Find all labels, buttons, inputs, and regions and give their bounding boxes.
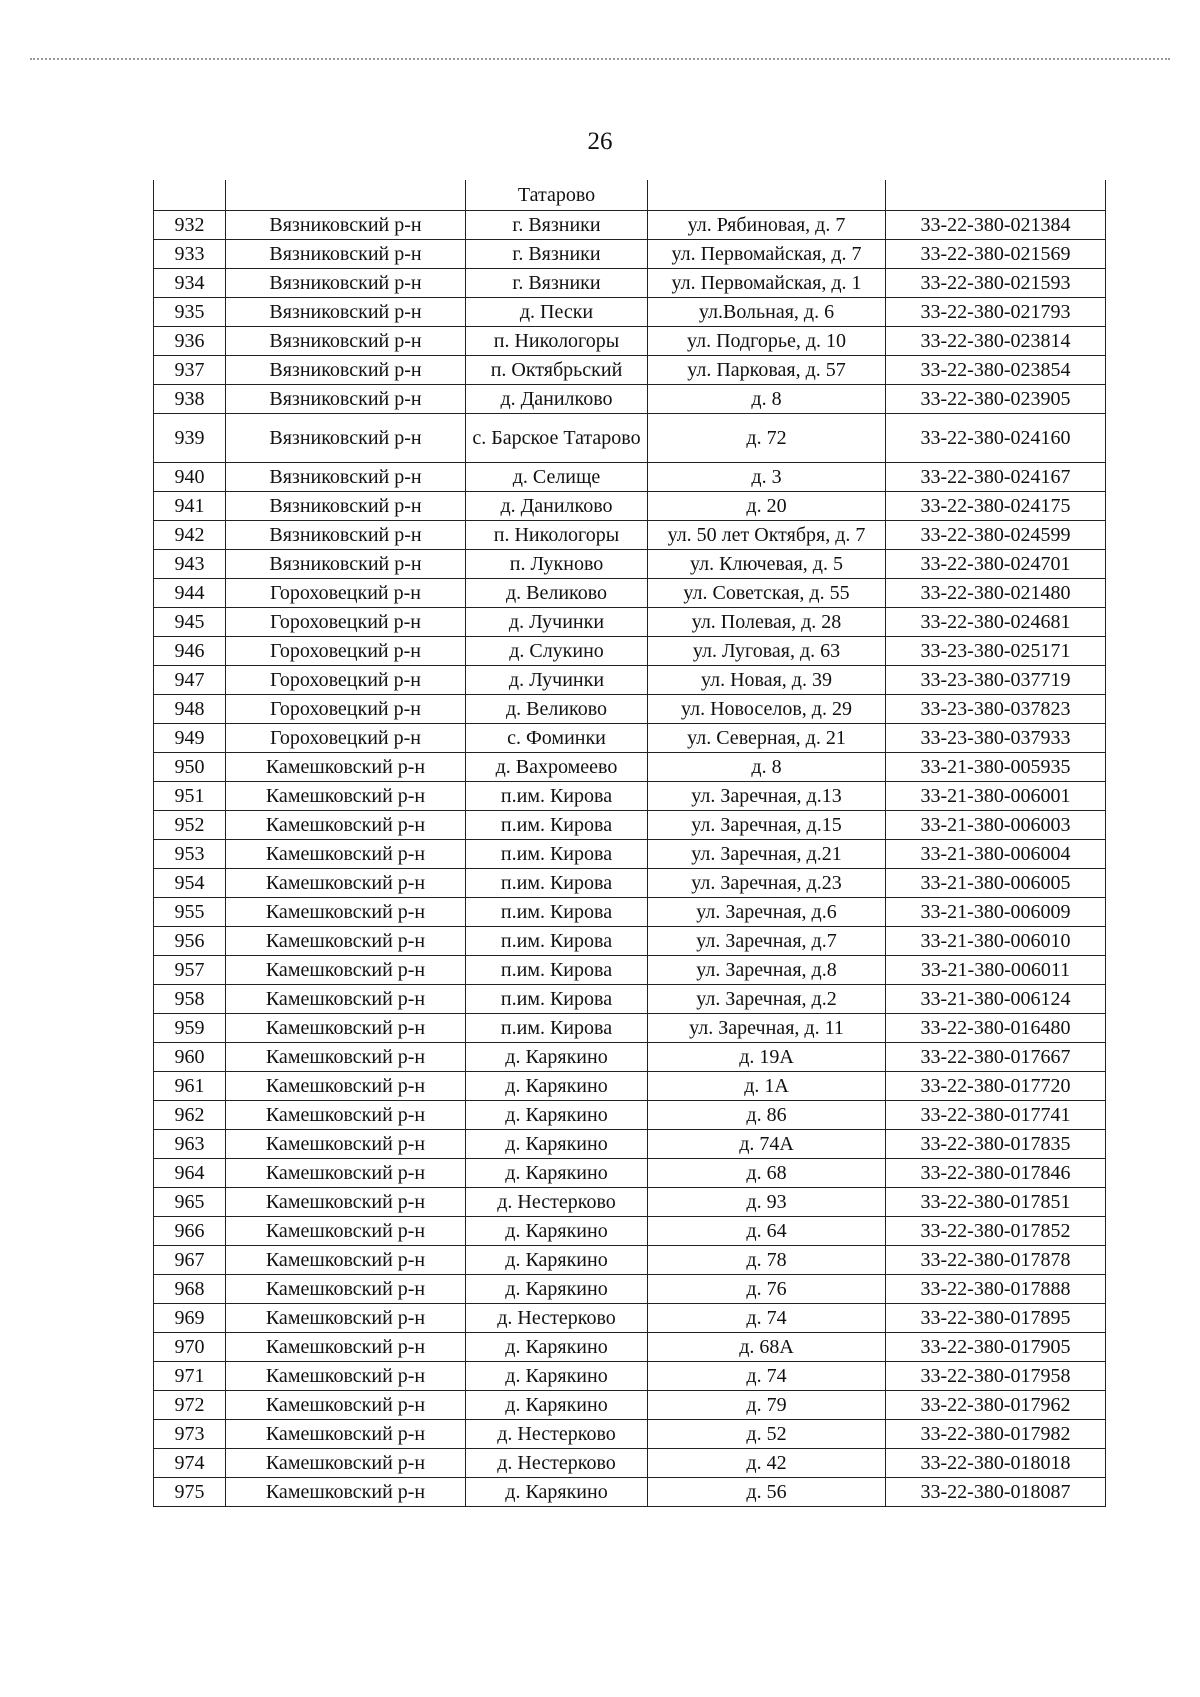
cell-number: 941 xyxy=(154,492,226,521)
cell-address: д. 56 xyxy=(648,1478,886,1507)
cell-address: ул. Заречная, д.7 xyxy=(648,927,886,956)
table-row xyxy=(154,724,1106,753)
cell-number: 966 xyxy=(154,1217,226,1246)
cell-number: 964 xyxy=(154,1159,226,1188)
continuation-row xyxy=(154,180,1106,211)
cell-settlement: д. Нестерково xyxy=(466,1188,648,1217)
cell-settlement: д. Данилково xyxy=(466,492,648,521)
cell-code: 33-22-380-023814 xyxy=(886,327,1106,356)
cell-address: д. 68А xyxy=(648,1333,886,1362)
cell-address: ул. Первомайская, д. 7 xyxy=(648,240,886,269)
cell-district: Вязниковский р-н xyxy=(226,240,466,269)
cell-number xyxy=(154,180,226,211)
cell-district: Камешковский р-н xyxy=(226,1130,466,1159)
cell-address: ул. 50 лет Октября, д. 7 xyxy=(648,521,886,550)
cell-district: Вязниковский р-н xyxy=(226,414,466,463)
cell-code: 33-21-380-006003 xyxy=(886,811,1106,840)
table-row xyxy=(154,1304,1106,1333)
cell-district: Вязниковский р-н xyxy=(226,492,466,521)
cell-settlement: д. Нестерково xyxy=(466,1304,648,1333)
cell-code: 33-21-380-006010 xyxy=(886,927,1106,956)
cell-settlement: г. Вязники xyxy=(466,211,648,240)
cell-settlement: п.им. Кирова xyxy=(466,985,648,1014)
table-row xyxy=(154,753,1106,782)
cell-district: Гороховецкий р-н xyxy=(226,666,466,695)
cell-address: д. 3 xyxy=(648,463,886,492)
cell-number: 969 xyxy=(154,1304,226,1333)
cell-address: д. 8 xyxy=(648,385,886,414)
cell-address: ул. Северная, д. 21 xyxy=(648,724,886,753)
table-row xyxy=(154,869,1106,898)
table-row xyxy=(154,840,1106,869)
cell-address: д. 64 xyxy=(648,1217,886,1246)
cell-settlement: д. Карякино xyxy=(466,1217,648,1246)
cell-address: ул. Подгорье, д. 10 xyxy=(648,327,886,356)
cell-settlement: д. Нестерково xyxy=(466,1449,648,1478)
cell-code: 33-21-380-006009 xyxy=(886,898,1106,927)
table-row xyxy=(154,1333,1106,1362)
cell-address: ул. Парковая, д. 57 xyxy=(648,356,886,385)
cell-code: 33-22-380-024160 xyxy=(886,414,1106,463)
cell-district: Камешковский р-н xyxy=(226,1043,466,1072)
cell-settlement: д. Лучинки xyxy=(466,666,648,695)
cell-number: 972 xyxy=(154,1391,226,1420)
cell-code: 33-22-380-023905 xyxy=(886,385,1106,414)
cell-address: ул.Вольная, д. 6 xyxy=(648,298,886,327)
cell-number: 965 xyxy=(154,1188,226,1217)
cell-number: 951 xyxy=(154,782,226,811)
cell-number: 934 xyxy=(154,269,226,298)
cell-settlement: д. Карякино xyxy=(466,1072,648,1101)
cell-district: Камешковский р-н xyxy=(226,1159,466,1188)
page-number: 26 xyxy=(587,128,613,155)
cell-number: 939 xyxy=(154,414,226,463)
cell-district: Вязниковский р-н xyxy=(226,356,466,385)
cell-number: 958 xyxy=(154,985,226,1014)
cell-district: Камешковский р-н xyxy=(226,1188,466,1217)
table-row xyxy=(154,240,1106,269)
cell-settlement: д. Великово xyxy=(466,695,648,724)
cell-settlement: д. Карякино xyxy=(466,1130,648,1159)
cell-settlement: п.им. Кирова xyxy=(466,956,648,985)
cell-settlement: д. Великово xyxy=(466,579,648,608)
cell-settlement: д. Пески xyxy=(466,298,648,327)
cell-district: Гороховецкий р-н xyxy=(226,724,466,753)
cell-address: ул. Новая, д. 39 xyxy=(648,666,886,695)
cell-district: Камешковский р-н xyxy=(226,1217,466,1246)
registry-table xyxy=(153,180,1106,1507)
cell-code: 33-22-380-021384 xyxy=(886,211,1106,240)
cell-number: 935 xyxy=(154,298,226,327)
cell-address: д. 76 xyxy=(648,1275,886,1304)
cell-code: 33-22-380-024175 xyxy=(886,492,1106,521)
table-row xyxy=(154,811,1106,840)
cell-settlement: с. Фоминки xyxy=(466,724,648,753)
cell-number: 949 xyxy=(154,724,226,753)
cell-number: 952 xyxy=(154,811,226,840)
cell-code: 33-23-380-025171 xyxy=(886,637,1106,666)
cell-number: 953 xyxy=(154,840,226,869)
cell-district: Камешковский р-н xyxy=(226,1420,466,1449)
cell-code: 33-21-380-006004 xyxy=(886,840,1106,869)
cell-number: 957 xyxy=(154,956,226,985)
cell-district: Вязниковский р-н xyxy=(226,211,466,240)
cell-number: 968 xyxy=(154,1275,226,1304)
cell-settlement: п. Никологоры xyxy=(466,327,648,356)
cell-code xyxy=(886,180,1106,211)
cell-code: 33-22-380-021593 xyxy=(886,269,1106,298)
cell-code: 33-22-380-017878 xyxy=(886,1246,1106,1275)
cell-district: Гороховецкий р-н xyxy=(226,579,466,608)
table-row xyxy=(154,550,1106,579)
cell-district: Камешковский р-н xyxy=(226,1333,466,1362)
cell-number: 974 xyxy=(154,1449,226,1478)
cell-settlement: д. Карякино xyxy=(466,1333,648,1362)
table-row xyxy=(154,1130,1106,1159)
cell-address: ул. Ключевая, д. 5 xyxy=(648,550,886,579)
cell-code: 33-22-380-016480 xyxy=(886,1014,1106,1043)
table-row xyxy=(154,414,1106,463)
cell-code: 33-22-380-017851 xyxy=(886,1188,1106,1217)
table-row xyxy=(154,385,1106,414)
cell-code: 33-22-380-018018 xyxy=(886,1449,1106,1478)
table-row xyxy=(154,898,1106,927)
cell-address: ул. Полевая, д. 28 xyxy=(648,608,886,637)
cell-code: 33-22-380-017895 xyxy=(886,1304,1106,1333)
cell-district: Гороховецкий р-н xyxy=(226,695,466,724)
table-row xyxy=(154,1362,1106,1391)
cell-code: 33-22-380-021793 xyxy=(886,298,1106,327)
cell-number: 936 xyxy=(154,327,226,356)
cell-settlement: д. Карякино xyxy=(466,1159,648,1188)
cell-settlement: п.им. Кирова xyxy=(466,1014,648,1043)
cell-address: д. 72 xyxy=(648,414,886,463)
cell-address: ул. Рябиновая, д. 7 xyxy=(648,211,886,240)
cell-district: Камешковский р-н xyxy=(226,1362,466,1391)
cell-settlement: д. Карякино xyxy=(466,1246,648,1275)
cell-code: 33-22-380-021480 xyxy=(886,579,1106,608)
cell-address: ул. Заречная, д.8 xyxy=(648,956,886,985)
cell-number: 940 xyxy=(154,463,226,492)
cell-number: 963 xyxy=(154,1130,226,1159)
registry-table-body xyxy=(154,180,1106,1507)
table-row xyxy=(154,521,1106,550)
cell-settlement: д. Карякино xyxy=(466,1391,648,1420)
table-row xyxy=(154,985,1106,1014)
cell-district: Камешковский р-н xyxy=(226,898,466,927)
cell-code: 33-22-380-017720 xyxy=(886,1072,1106,1101)
cell-number: 948 xyxy=(154,695,226,724)
cell-number: 945 xyxy=(154,608,226,637)
cell-number: 973 xyxy=(154,1420,226,1449)
cell-settlement: д. Данилково xyxy=(466,385,648,414)
cell-number: 943 xyxy=(154,550,226,579)
cell-settlement: д. Нестерково xyxy=(466,1420,648,1449)
cell-address: д. 52 xyxy=(648,1420,886,1449)
cell-number: 944 xyxy=(154,579,226,608)
cell-address: ул. Заречная, д.21 xyxy=(648,840,886,869)
cell-district: Камешковский р-н xyxy=(226,1246,466,1275)
cell-code: 33-22-380-024167 xyxy=(886,463,1106,492)
cell-number: 938 xyxy=(154,385,226,414)
cell-settlement: д. Карякино xyxy=(466,1043,648,1072)
cell-code: 33-22-380-024599 xyxy=(886,521,1106,550)
cell-code: 33-22-380-021569 xyxy=(886,240,1106,269)
table-row xyxy=(154,1391,1106,1420)
cell-number: 954 xyxy=(154,869,226,898)
cell-address: ул. Первомайская, д. 1 xyxy=(648,269,886,298)
cell-number: 962 xyxy=(154,1101,226,1130)
scan-artifact-line xyxy=(30,58,1170,60)
cell-address: д. 74А xyxy=(648,1130,886,1159)
cell-settlement: п.им. Кирова xyxy=(466,811,648,840)
cell-settlement: п.им. Кирова xyxy=(466,927,648,956)
cell-code: 33-21-380-006124 xyxy=(886,985,1106,1014)
cell-district: Вязниковский р-н xyxy=(226,385,466,414)
cell-settlement: Татарово xyxy=(466,180,648,211)
cell-number: 971 xyxy=(154,1362,226,1391)
cell-address: д. 79 xyxy=(648,1391,886,1420)
cell-number: 967 xyxy=(154,1246,226,1275)
cell-number: 955 xyxy=(154,898,226,927)
cell-settlement: д. Лучинки xyxy=(466,608,648,637)
cell-district: Вязниковский р-н xyxy=(226,521,466,550)
cell-district: Камешковский р-н xyxy=(226,927,466,956)
cell-code: 33-22-380-017667 xyxy=(886,1043,1106,1072)
cell-settlement: д. Карякино xyxy=(466,1275,648,1304)
table-row xyxy=(154,211,1106,240)
cell-address: д. 20 xyxy=(648,492,886,521)
cell-settlement: г. Вязники xyxy=(466,240,648,269)
cell-code: 33-22-380-017888 xyxy=(886,1275,1106,1304)
cell-number: 959 xyxy=(154,1014,226,1043)
cell-code: 33-22-380-024701 xyxy=(886,550,1106,579)
table-row xyxy=(154,608,1106,637)
table-row xyxy=(154,1043,1106,1072)
cell-code: 33-23-380-037719 xyxy=(886,666,1106,695)
cell-code: 33-22-380-017905 xyxy=(886,1333,1106,1362)
cell-district: Камешковский р-н xyxy=(226,1478,466,1507)
cell-settlement: д. Карякино xyxy=(466,1101,648,1130)
cell-district: Гороховецкий р-н xyxy=(226,637,466,666)
cell-address: ул. Советская, д. 55 xyxy=(648,579,886,608)
cell-number: 942 xyxy=(154,521,226,550)
cell-code: 33-22-380-017982 xyxy=(886,1420,1106,1449)
cell-settlement: д. Слукино xyxy=(466,637,648,666)
table-row xyxy=(154,579,1106,608)
cell-code: 33-21-380-005935 xyxy=(886,753,1106,782)
cell-district: Камешковский р-н xyxy=(226,1275,466,1304)
cell-code: 33-22-380-017835 xyxy=(886,1130,1106,1159)
cell-district: Камешковский р-н xyxy=(226,1014,466,1043)
cell-number: 937 xyxy=(154,356,226,385)
table-row xyxy=(154,298,1106,327)
table-row xyxy=(154,1478,1106,1507)
cell-settlement: д. Вахромеево xyxy=(466,753,648,782)
table-row xyxy=(154,1275,1106,1304)
cell-settlement: п.им. Кирова xyxy=(466,869,648,898)
table-row xyxy=(154,1188,1106,1217)
table-row xyxy=(154,1101,1106,1130)
cell-address: ул. Заречная, д.6 xyxy=(648,898,886,927)
cell-code: 33-22-380-017852 xyxy=(886,1217,1106,1246)
table-row xyxy=(154,1420,1106,1449)
cell-address: ул. Заречная, д.13 xyxy=(648,782,886,811)
table-row xyxy=(154,666,1106,695)
table-row xyxy=(154,1449,1106,1478)
cell-district: Вязниковский р-н xyxy=(226,327,466,356)
cell-address: ул. Заречная, д.15 xyxy=(648,811,886,840)
cell-address: ул. Заречная, д.23 xyxy=(648,869,886,898)
cell-number: 932 xyxy=(154,211,226,240)
cell-number: 956 xyxy=(154,927,226,956)
cell-number: 933 xyxy=(154,240,226,269)
table-row xyxy=(154,637,1106,666)
cell-code: 33-23-380-037823 xyxy=(886,695,1106,724)
cell-district: Вязниковский р-н xyxy=(226,550,466,579)
cell-code: 33-23-380-037933 xyxy=(886,724,1106,753)
cell-district: Камешковский р-н xyxy=(226,1304,466,1333)
table-row xyxy=(154,927,1106,956)
cell-settlement: д. Селище xyxy=(466,463,648,492)
cell-number: 970 xyxy=(154,1333,226,1362)
cell-settlement: п.им. Кирова xyxy=(466,840,648,869)
table-row xyxy=(154,269,1106,298)
cell-code: 33-22-380-017741 xyxy=(886,1101,1106,1130)
table-row xyxy=(154,1246,1106,1275)
cell-settlement: п. Лукново xyxy=(466,550,648,579)
cell-address: д. 42 xyxy=(648,1449,886,1478)
cell-code: 33-21-380-006005 xyxy=(886,869,1106,898)
cell-settlement: п.им. Кирова xyxy=(466,898,648,927)
cell-code: 33-21-380-006001 xyxy=(886,782,1106,811)
cell-number: 960 xyxy=(154,1043,226,1072)
table-row xyxy=(154,782,1106,811)
cell-district: Камешковский р-н xyxy=(226,840,466,869)
cell-number: 961 xyxy=(154,1072,226,1101)
table-row xyxy=(154,695,1106,724)
cell-number: 947 xyxy=(154,666,226,695)
cell-district: Камешковский р-н xyxy=(226,869,466,898)
cell-district xyxy=(226,180,466,211)
cell-address: ул. Новоселов, д. 29 xyxy=(648,695,886,724)
cell-settlement: п. Никологоры xyxy=(466,521,648,550)
cell-code: 33-21-380-006011 xyxy=(886,956,1106,985)
cell-district: Камешковский р-н xyxy=(226,956,466,985)
cell-settlement: с. Барское Татарово xyxy=(466,414,648,463)
cell-address: ул. Заречная, д.2 xyxy=(648,985,886,1014)
cell-district: Камешковский р-н xyxy=(226,811,466,840)
cell-address: ул. Луговая, д. 63 xyxy=(648,637,886,666)
cell-address xyxy=(648,180,886,211)
cell-address: д. 93 xyxy=(648,1188,886,1217)
cell-district: Камешковский р-н xyxy=(226,1449,466,1478)
cell-address: д. 86 xyxy=(648,1101,886,1130)
cell-address: д. 19А xyxy=(648,1043,886,1072)
cell-number: 946 xyxy=(154,637,226,666)
cell-address: д. 68 xyxy=(648,1159,886,1188)
table-row xyxy=(154,1014,1106,1043)
cell-code: 33-22-380-017846 xyxy=(886,1159,1106,1188)
cell-code: 33-22-380-017958 xyxy=(886,1362,1106,1391)
table-row xyxy=(154,1072,1106,1101)
cell-settlement: г. Вязники xyxy=(466,269,648,298)
cell-code: 33-22-380-018087 xyxy=(886,1478,1106,1507)
cell-district: Вязниковский р-н xyxy=(226,463,466,492)
cell-settlement: д. Карякино xyxy=(466,1362,648,1391)
cell-district: Вязниковский р-н xyxy=(226,269,466,298)
cell-address: ул. Заречная, д. 11 xyxy=(648,1014,886,1043)
cell-address: д. 1А xyxy=(648,1072,886,1101)
cell-code: 33-22-380-023854 xyxy=(886,356,1106,385)
cell-number: 950 xyxy=(154,753,226,782)
cell-address: д. 8 xyxy=(648,753,886,782)
table-row xyxy=(154,327,1106,356)
cell-code: 33-22-380-017962 xyxy=(886,1391,1106,1420)
cell-address: д. 78 xyxy=(648,1246,886,1275)
cell-settlement: п. Октябрьский xyxy=(466,356,648,385)
cell-district: Камешковский р-н xyxy=(226,753,466,782)
cell-settlement: п.им. Кирова xyxy=(466,782,648,811)
cell-district: Вязниковский р-н xyxy=(226,298,466,327)
table-row xyxy=(154,956,1106,985)
cell-address: д. 74 xyxy=(648,1362,886,1391)
table-row xyxy=(154,463,1106,492)
cell-district: Камешковский р-н xyxy=(226,1101,466,1130)
cell-settlement: д. Карякино xyxy=(466,1478,648,1507)
cell-code: 33-22-380-024681 xyxy=(886,608,1106,637)
table-row xyxy=(154,356,1106,385)
cell-district: Камешковский р-н xyxy=(226,1072,466,1101)
cell-address: д. 74 xyxy=(648,1304,886,1333)
cell-district: Камешковский р-н xyxy=(226,782,466,811)
cell-district: Камешковский р-н xyxy=(226,1391,466,1420)
table-row xyxy=(154,1159,1106,1188)
table-row xyxy=(154,1217,1106,1246)
cell-district: Гороховецкий р-н xyxy=(226,608,466,637)
table-row xyxy=(154,492,1106,521)
cell-number: 975 xyxy=(154,1478,226,1507)
cell-district: Камешковский р-н xyxy=(226,985,466,1014)
